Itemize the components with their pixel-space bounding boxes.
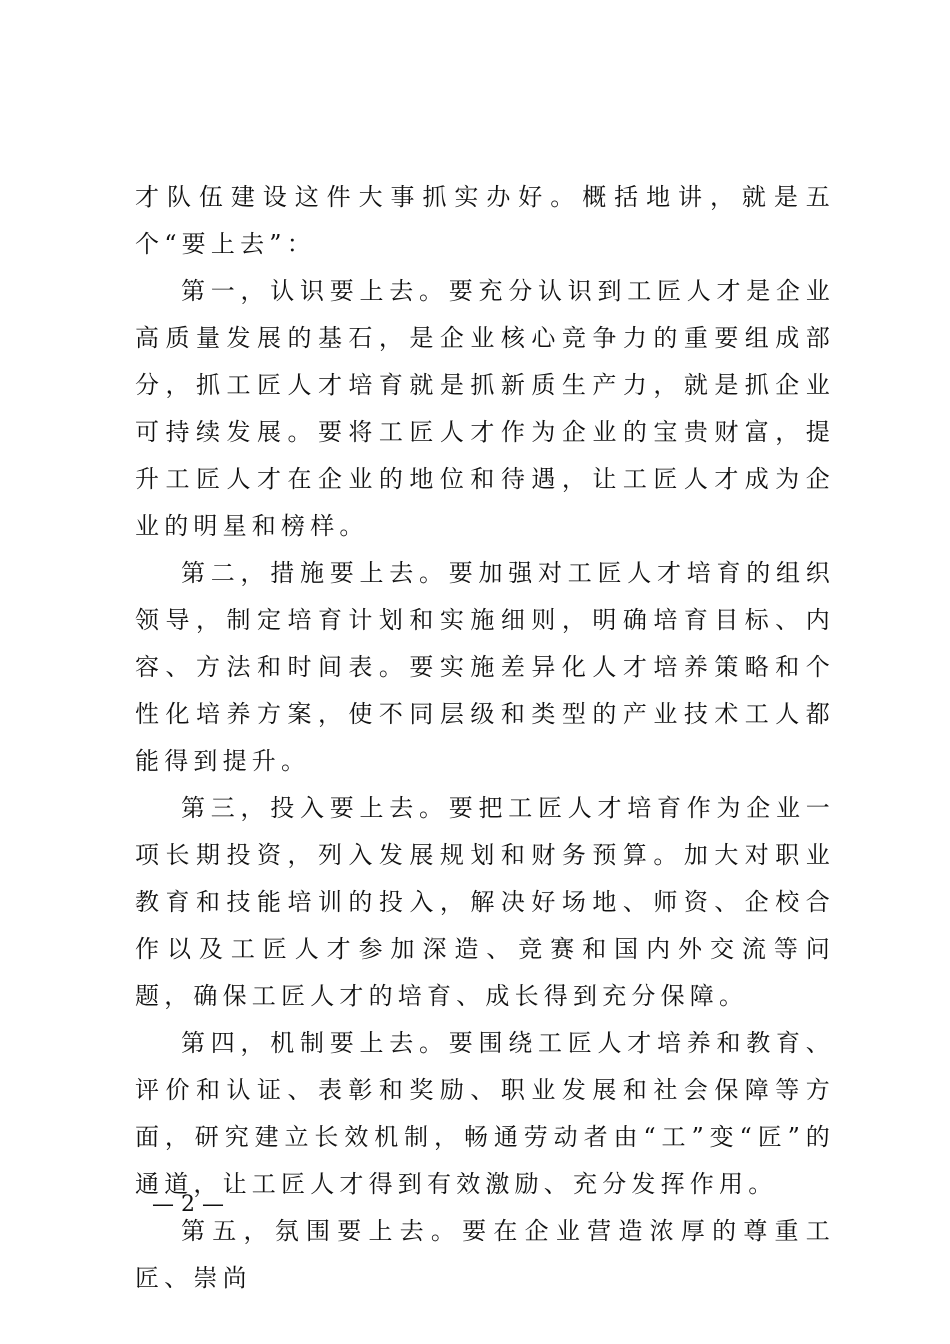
body-text	[135, 174, 835, 1302]
paragraph-second-point: 第二，措施要上去。要加强对工匠人才培育的组织领导，制定培育计划和实施细则，明确培育目标、内容、方法和时间表。要实施差异化人才培养策略和个性化培养方案，使不同层级和类型的产业技术工人都能得到提升。	[135, 559, 835, 775]
paragraph-continuation: 才队伍建设这件大事抓实办好。概括地讲，就是五个“要上去”：	[135, 183, 835, 258]
paragraph-third-point: 第三，投入要上去。要把工匠人才培育作为企业一项长期投资，列入发展规划和财务预算。加大对职业教育和技能培训的投入，解决好场地、师资、企校合作以及工匠人才参加深造、竞赛和国内外交流等问题，确保工匠人才的培育、成长得到充分保障。	[135, 794, 835, 1010]
paragraph-fifth-point: 第五，氛围要上去。要在企业营造浓厚的尊重工匠、崇尚	[135, 1217, 835, 1292]
paragraph-first-point: 第一，认识要上去。要充分认识到工匠人才是企业高质量发展的基石，是企业核心竞争力的重要组成部分，抓工匠人才培育就是抓新质生产力，就是抓企业可持续发展。要将工匠人才作为企业的宝贵财富，提升工匠人才在企业的地位和待遇，让工匠人才成为企业的明星和榜样。	[135, 277, 835, 540]
paragraph-fourth-point: 第四，机制要上去。要围绕工匠人才培养和教育、评价和认证、表彰和奖励、职业发展和社会保障等方面，研究建立长效机制，畅通劳动者由“工”变“匠”的通道，让工匠人才得到有效激励、充分发挥作用。	[135, 1029, 835, 1198]
page-number: — 2 —	[152, 1192, 224, 1217]
